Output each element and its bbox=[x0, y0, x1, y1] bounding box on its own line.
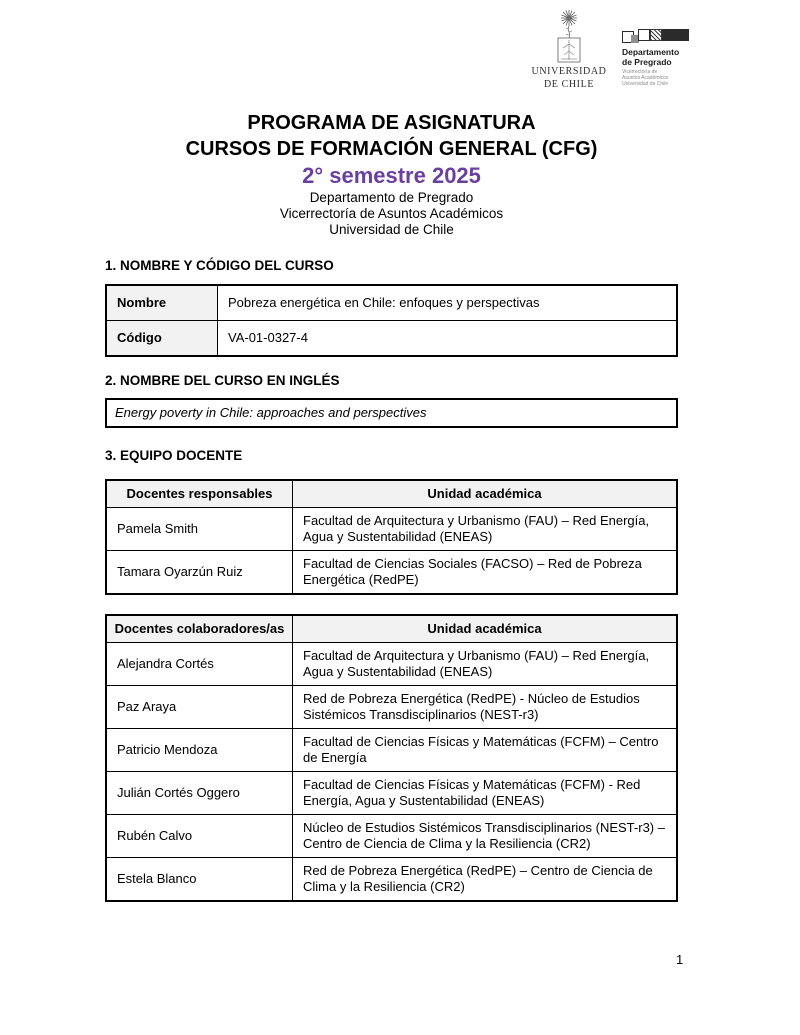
docente-unit: Núcleo de Estudios Sistémicos Transdisciplinarios (NEST-r3) – Centro de Ciencia de Clima y la Resiliencia (CR2) bbox=[293, 815, 678, 858]
docente-unit: Red de Pobreza Energética (RedPE) – Centro de Ciencia de Clima y la Resiliencia (CR2) bbox=[293, 858, 678, 902]
label-nombre: Nombre bbox=[106, 285, 218, 321]
docente-unit: Facultad de Arquitectura y Urbanismo (FAU) – Red Energía, Agua y Sustentabilidad (ENEAS) bbox=[293, 508, 678, 551]
docente-name: Alejandra Cortés bbox=[106, 643, 293, 686]
subtitle-universidad: Universidad de Chile bbox=[329, 222, 454, 237]
english-name-box: Energy poverty in Chile: approaches and perspectives bbox=[105, 398, 678, 428]
col-header-docentes-colaboradores: Docentes colaboradores/as bbox=[106, 615, 293, 643]
table-row bbox=[106, 285, 677, 321]
pregrado-logo-sub-line1: Vicerrectoría de bbox=[622, 69, 658, 75]
docente-unit: Facultad de Ciencias Físicas y Matemáticas (FCFM) - Red Energía, Agua y Sustentabilidad (ENEAS) bbox=[293, 772, 678, 815]
subtitle-departamento: Departamento de Pregrado bbox=[309, 190, 474, 205]
pregrado-squares-icon bbox=[622, 28, 692, 44]
docentes-colaboradores-table bbox=[105, 614, 678, 902]
docentes-responsables-table bbox=[105, 479, 678, 595]
table-row bbox=[106, 508, 677, 551]
docente-name: Rubén Calvo bbox=[106, 815, 293, 858]
uchile-logo-text-line2: DE CHILE bbox=[543, 79, 595, 90]
page-number: 1 bbox=[676, 952, 684, 967]
document-title-line2: CURSOS DE FORMACIÓN GENERAL (CFG) bbox=[185, 138, 598, 160]
col-header-docentes-responsables: Docentes responsables bbox=[106, 480, 293, 508]
docente-name: Julián Cortés Oggero bbox=[106, 772, 293, 815]
docente-name: Paz Araya bbox=[106, 686, 293, 729]
table-header-row bbox=[106, 480, 677, 508]
table-row bbox=[106, 686, 677, 729]
departamento-pregrado-logo bbox=[622, 28, 722, 90]
uchile-crest-icon bbox=[528, 8, 610, 64]
col-header-unidad-academica: Unidad académica bbox=[293, 480, 678, 508]
docente-name: Estela Blanco bbox=[106, 858, 293, 902]
docente-name: Patricio Mendoza bbox=[106, 729, 293, 772]
table-row bbox=[106, 858, 677, 902]
document-title-line1: PROGRAMA DE ASIGNATURA bbox=[247, 112, 536, 134]
table-row bbox=[106, 729, 677, 772]
pregrado-logo-title-line1: Departamento bbox=[622, 47, 680, 57]
value-nombre: Pobreza energética en Chile: enfoques y perspectivas bbox=[218, 285, 678, 321]
docente-unit: Facultad de Arquitectura y Urbanismo (FAU) – Red Energía, Agua y Sustentabilidad (ENEAS) bbox=[293, 643, 678, 686]
docente-name: Pamela Smith bbox=[106, 508, 293, 551]
pregrado-logo-title-line2: de Pregrado bbox=[622, 56, 672, 67]
course-name-code-table bbox=[105, 284, 678, 357]
subtitle-vicerrectoria: Vicerrectoría de Asuntos Académicos bbox=[279, 206, 504, 221]
col-header-unidad-academica: Unidad académica bbox=[293, 615, 678, 643]
table-row bbox=[106, 772, 677, 815]
docente-unit: Facultad de Ciencias Sociales (FACSO) – Red de Pobreza Energética (RedPE) bbox=[293, 551, 678, 595]
table-header-row bbox=[106, 615, 677, 643]
header-logos bbox=[528, 8, 722, 90]
section2-heading: 2. NOMBRE DEL CURSO EN INGLÉS bbox=[105, 373, 340, 388]
uchile-logo-text-line1: UNIVERSIDAD bbox=[531, 66, 607, 77]
table-row bbox=[106, 815, 677, 858]
docente-unit: Red de Pobreza Energética (RedPE) - Núcleo de Estudios Sistémicos Transdisciplinarios (NEST-r3) bbox=[293, 686, 678, 729]
section1-heading: 1. NOMBRE Y CÓDIGO DEL CURSO bbox=[105, 258, 334, 273]
pregrado-logo-sub-line3: Universidad de Chile bbox=[622, 80, 669, 87]
table-row bbox=[106, 643, 677, 686]
label-codigo: Código bbox=[106, 321, 218, 357]
table-row bbox=[106, 551, 677, 595]
pregrado-logo-sub-line2: Asuntos Académicos bbox=[622, 74, 669, 81]
table-row bbox=[106, 321, 677, 357]
docente-unit: Facultad de Ciencias Físicas y Matemáticas (FCFM) – Centro de Energía bbox=[293, 729, 678, 772]
docente-name: Tamara Oyarzún Ruiz bbox=[106, 551, 293, 595]
section3-heading: 3. EQUIPO DOCENTE bbox=[105, 448, 243, 463]
semester-subtitle: 2° semestre 2025 bbox=[302, 163, 481, 188]
value-codigo: VA-01-0327-4 bbox=[218, 321, 678, 357]
universidad-de-chile-logo bbox=[528, 8, 610, 90]
